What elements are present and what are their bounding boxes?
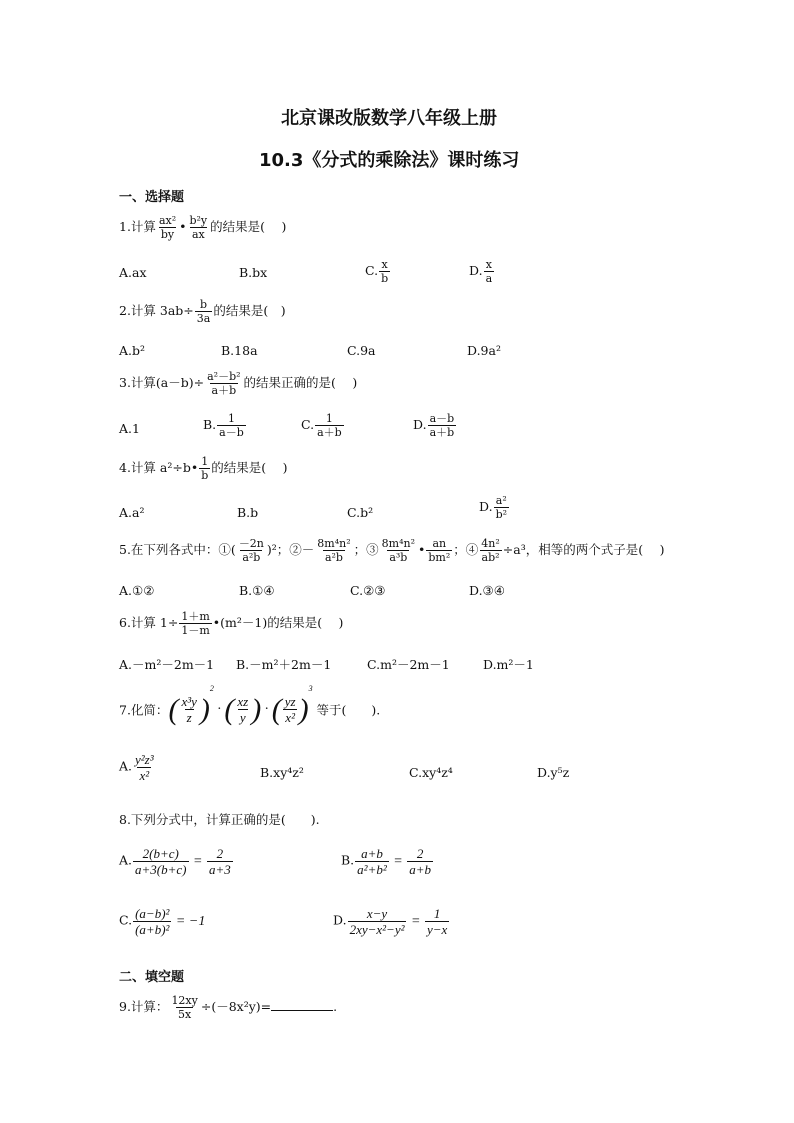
- q6-fraction: $\frac{1+m}{1-m}$: [181, 610, 210, 637]
- q6-option-d[interactable]: D.m²－1: [483, 657, 534, 672]
- q2-option-d[interactable]: D.9a²: [467, 343, 501, 358]
- q4-option-b[interactable]: B.b: [237, 505, 259, 520]
- q2-option-a[interactable]: A.b²: [119, 343, 146, 358]
- page-title: 北京课改版数学八年级上册: [281, 108, 497, 129]
- q4-option-a[interactable]: A.a²: [119, 505, 145, 520]
- q8-option-d[interactable]: D. $\frac{x-y}{\text{2xy−x²−y²}}$ = $\frac{1}{y-x}$: [333, 906, 448, 937]
- question-7: 7.化简：( $\frac{\text{x³y}}{z}$ )$^2$ · ( $\frac{xz}{y}$ ) · ( $\frac{yz}{\text{x²}}$ )$^3$ 等于( ).: [119, 684, 381, 726]
- q9-fraction: $\frac{12xy}{5x}$: [171, 994, 198, 1021]
- q8-option-b[interactable]: B. $\frac{a+b}{\text{a²+b²}}$ = $\frac{2}{a+b}$: [341, 846, 431, 877]
- q1-suffix: 的结果是( ): [210, 219, 287, 234]
- q6-option-a[interactable]: A.－m²－2m－1: [119, 657, 215, 672]
- q3-option-d[interactable]: D. $\frac{a-b}{a+b}$: [413, 412, 455, 439]
- q4-option-d[interactable]: D. $\frac{\text{a²}}{\text{b²}}$: [479, 494, 508, 521]
- question-6: 6.计算 1÷ $\frac{1+m}{1-m}$ •(m²－1)的结果是( ): [119, 610, 344, 637]
- q1-fraction-1: $\frac{\text{ax²}}{by}$: [158, 214, 177, 241]
- q8-option-c[interactable]: C. $\frac{\text{(a−b)²}}{\text{(a+b)²}}$ = −1: [119, 906, 206, 937]
- q5-option-c[interactable]: C.②③: [350, 583, 386, 598]
- question-4: 4.计算 a²÷b• $\frac{1}{b}$ 的结果是( ): [119, 455, 288, 482]
- q2-option-b[interactable]: B.18a: [221, 343, 258, 358]
- q3-option-b[interactable]: B. $\frac{1}{a-b}$: [203, 412, 244, 439]
- section-heading-fill: 二、填空题: [119, 970, 185, 985]
- q1-option-d[interactable]: D. $\frac{x}{a}$: [469, 258, 493, 285]
- q1-fraction-2: $\frac{\text{b²y}}{ax}$: [189, 214, 208, 241]
- q1-option-b[interactable]: B.bx: [239, 265, 268, 280]
- q7-option-d[interactable]: D.y⁵z: [537, 765, 570, 780]
- q6-option-c[interactable]: C.m²－2m－1: [367, 657, 450, 672]
- q1-option-c[interactable]: C. $\frac{x}{b}$: [365, 258, 389, 285]
- question-1: 1.计算 $\frac{\text{ax²}}{by}$ • $\frac{\text{b²y}}{ax}$ 的结果是( ): [119, 214, 287, 241]
- q7-option-c[interactable]: C.xy⁴z⁴: [409, 765, 453, 780]
- question-3: 3.计算(a－b)÷ $\frac{\text{a²－b²}}{a+b}$ 的结果正确的是( ): [119, 370, 358, 397]
- q7-option-a[interactable]: A. $\frac{\text{y²z³}}{\text{x²}}$: [119, 752, 154, 783]
- q2-option-c[interactable]: C.9a: [347, 343, 376, 358]
- question-9: 9.计算： $\frac{12xy}{5x}$ ÷(－8x²y)= .: [119, 994, 338, 1021]
- question-5: 5.在下列各式中：①( $\frac{-2n}{\text{a²b}}$ )²；②－ $\frac{\text{8m⁴n²}}{\text{a²b}}$ ；③ $\frac{\text{8m⁴n²}}{\text{a³b}}$ • $\frac{an}{\text{bm²}}$ ；④ $\frac{\text{4n²}}{\text{ab²}}$ ÷a³，相等的两个式子是( ): [119, 537, 665, 564]
- section-heading-choice: 一、选择题: [119, 190, 185, 205]
- q5-option-a[interactable]: A.①②: [119, 583, 155, 598]
- q1-option-a[interactable]: A.ax: [119, 265, 147, 280]
- q9-answer-blank[interactable]: [271, 998, 333, 1011]
- q8-option-a[interactable]: A. $\frac{2(b+c)}{a+3(b+c)}$ = $\frac{2}{a+3}$: [119, 846, 231, 877]
- q6-option-b[interactable]: B.－m²＋2m－1: [236, 657, 332, 672]
- q4-option-c[interactable]: C.b²: [347, 505, 374, 520]
- question-2: 2.计算 3ab÷ $\frac{b}{3a}$ 的结果是( ): [119, 298, 286, 325]
- q5-option-b[interactable]: B.①④: [239, 583, 275, 598]
- q3-option-a[interactable]: A.1: [119, 421, 140, 436]
- q1-prefix: 1.计算: [119, 219, 156, 234]
- q3-fraction: $\frac{\text{a²－b²}}{a+b}$: [207, 370, 241, 397]
- q3-option-c[interactable]: C. $\frac{1}{a+b}$: [301, 412, 342, 439]
- page-subtitle: 10.3《分式的乘除法》课时练习: [259, 150, 520, 171]
- q5-option-d[interactable]: D.③④: [469, 583, 505, 598]
- q7-option-b[interactable]: B.xy⁴z²: [260, 765, 304, 780]
- question-8: 8.下列分式中，计算正确的是( ).: [119, 812, 320, 827]
- q2-fraction: $\frac{b}{3a}$: [196, 298, 211, 325]
- q4-fraction: $\frac{1}{b}$: [201, 455, 209, 482]
